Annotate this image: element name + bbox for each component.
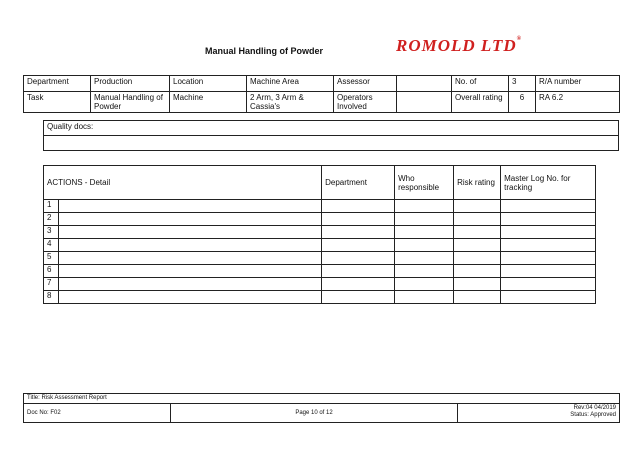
quality-docs-field[interactable] [44,136,619,151]
who-responsible-cell[interactable] [395,278,454,291]
risk-rating-cell[interactable] [454,239,501,252]
row-number: 3 [44,226,59,239]
table-row [44,239,596,252]
header-row-2 [24,92,620,113]
header-cell: 3 [509,76,536,92]
header-cell [397,92,452,113]
action-detail-cell[interactable] [59,278,322,291]
actions-table [43,165,596,304]
master-log-cell[interactable] [501,226,596,239]
registered-mark: ® [516,36,523,42]
row-number: 8 [44,291,59,304]
header-cell [397,76,452,92]
action-detail-cell[interactable] [59,265,322,278]
header-cell: Assessor [334,76,397,92]
table-row [44,213,596,226]
who-responsible-cell[interactable] [395,265,454,278]
who-responsible-cell[interactable] [395,200,454,213]
header-cell: Department [24,76,91,92]
table-row [44,278,596,291]
action-detail-cell[interactable] [59,291,322,304]
footer-status: Status: Approved [570,412,616,418]
table-row [44,226,596,239]
action-detail-cell[interactable] [59,239,322,252]
row-number: 4 [44,239,59,252]
risk-rating-header: Risk rating [454,166,501,200]
master-log-cell[interactable] [501,278,596,291]
header-cell: Production [91,76,170,92]
row-number: 6 [44,265,59,278]
row-number: 7 [44,278,59,291]
department-cell[interactable] [322,291,395,304]
header-table [23,75,620,113]
actions-detail-header: ACTIONS - Detail [44,166,322,200]
who-responsible-cell[interactable] [395,291,454,304]
risk-rating-cell[interactable] [454,265,501,278]
action-detail-cell[interactable] [59,200,322,213]
who-responsible-cell[interactable] [395,226,454,239]
table-row [44,200,596,213]
header-cell: Operators Involved [334,92,397,113]
department-cell[interactable] [322,226,395,239]
master-log-header: Master Log No. for tracking [501,166,596,200]
master-log-cell[interactable] [501,291,596,304]
master-log-cell[interactable] [501,213,596,226]
header-cell: Location [170,76,247,92]
action-detail-cell[interactable] [59,252,322,265]
department-cell[interactable] [322,265,395,278]
action-detail-cell[interactable] [59,213,322,226]
header-cell: Machine [170,92,247,113]
header-cell: R/A number [536,76,620,92]
header-cell: 2 Arm, 3 Arm & Cassia's [247,92,334,113]
footer-title: Title: Risk Assessment Report [24,394,620,404]
who-responsible-header: Who responsible [395,166,454,200]
document-title: Manual Handling of Powder [205,46,324,56]
table-row [44,265,596,278]
row-number: 2 [44,213,59,226]
document-footer [23,393,620,423]
risk-rating-cell[interactable] [454,252,501,265]
department-cell[interactable] [322,239,395,252]
department-cell[interactable] [322,213,395,226]
table-row [44,291,596,304]
header-cell: No. of [452,76,509,92]
quality-docs-label: Quality docs: [44,121,619,136]
header-row-1 [24,76,620,92]
header-cell: RA 6.2 [536,92,620,113]
header-cell: Machine Area [247,76,334,92]
row-number: 1 [44,200,59,213]
risk-rating-cell[interactable] [454,278,501,291]
risk-rating-cell[interactable] [454,226,501,239]
row-number: 5 [44,252,59,265]
header-cell: Manual Handling of Powder [91,92,170,113]
header-cell: Overall rating [452,92,509,113]
master-log-cell[interactable] [501,200,596,213]
footer-rev: Rev:04 04/2019 [573,405,616,411]
risk-rating-cell[interactable] [454,291,501,304]
department-header: Department [322,166,395,200]
who-responsible-cell[interactable] [395,213,454,226]
footer-doc-no: Doc No: F02 [24,404,171,423]
company-logo [396,36,522,56]
department-cell[interactable] [322,278,395,291]
risk-rating-cell[interactable] [454,200,501,213]
master-log-cell[interactable] [501,265,596,278]
footer-page: Page 10 of 12 [171,404,458,423]
action-detail-cell[interactable] [59,226,322,239]
header-cell: 6 [509,92,536,113]
actions-header-row [44,166,596,200]
who-responsible-cell[interactable] [395,239,454,252]
department-cell[interactable] [322,200,395,213]
master-log-cell[interactable] [501,239,596,252]
department-cell[interactable] [322,252,395,265]
who-responsible-cell[interactable] [395,252,454,265]
master-log-cell[interactable] [501,252,596,265]
quality-docs-table [43,120,619,151]
risk-rating-cell[interactable] [454,213,501,226]
logo-text: ROMOLD LTD [396,36,517,55]
header-cell: Task [24,92,91,113]
table-row [44,252,596,265]
footer-rev-status [458,404,620,423]
